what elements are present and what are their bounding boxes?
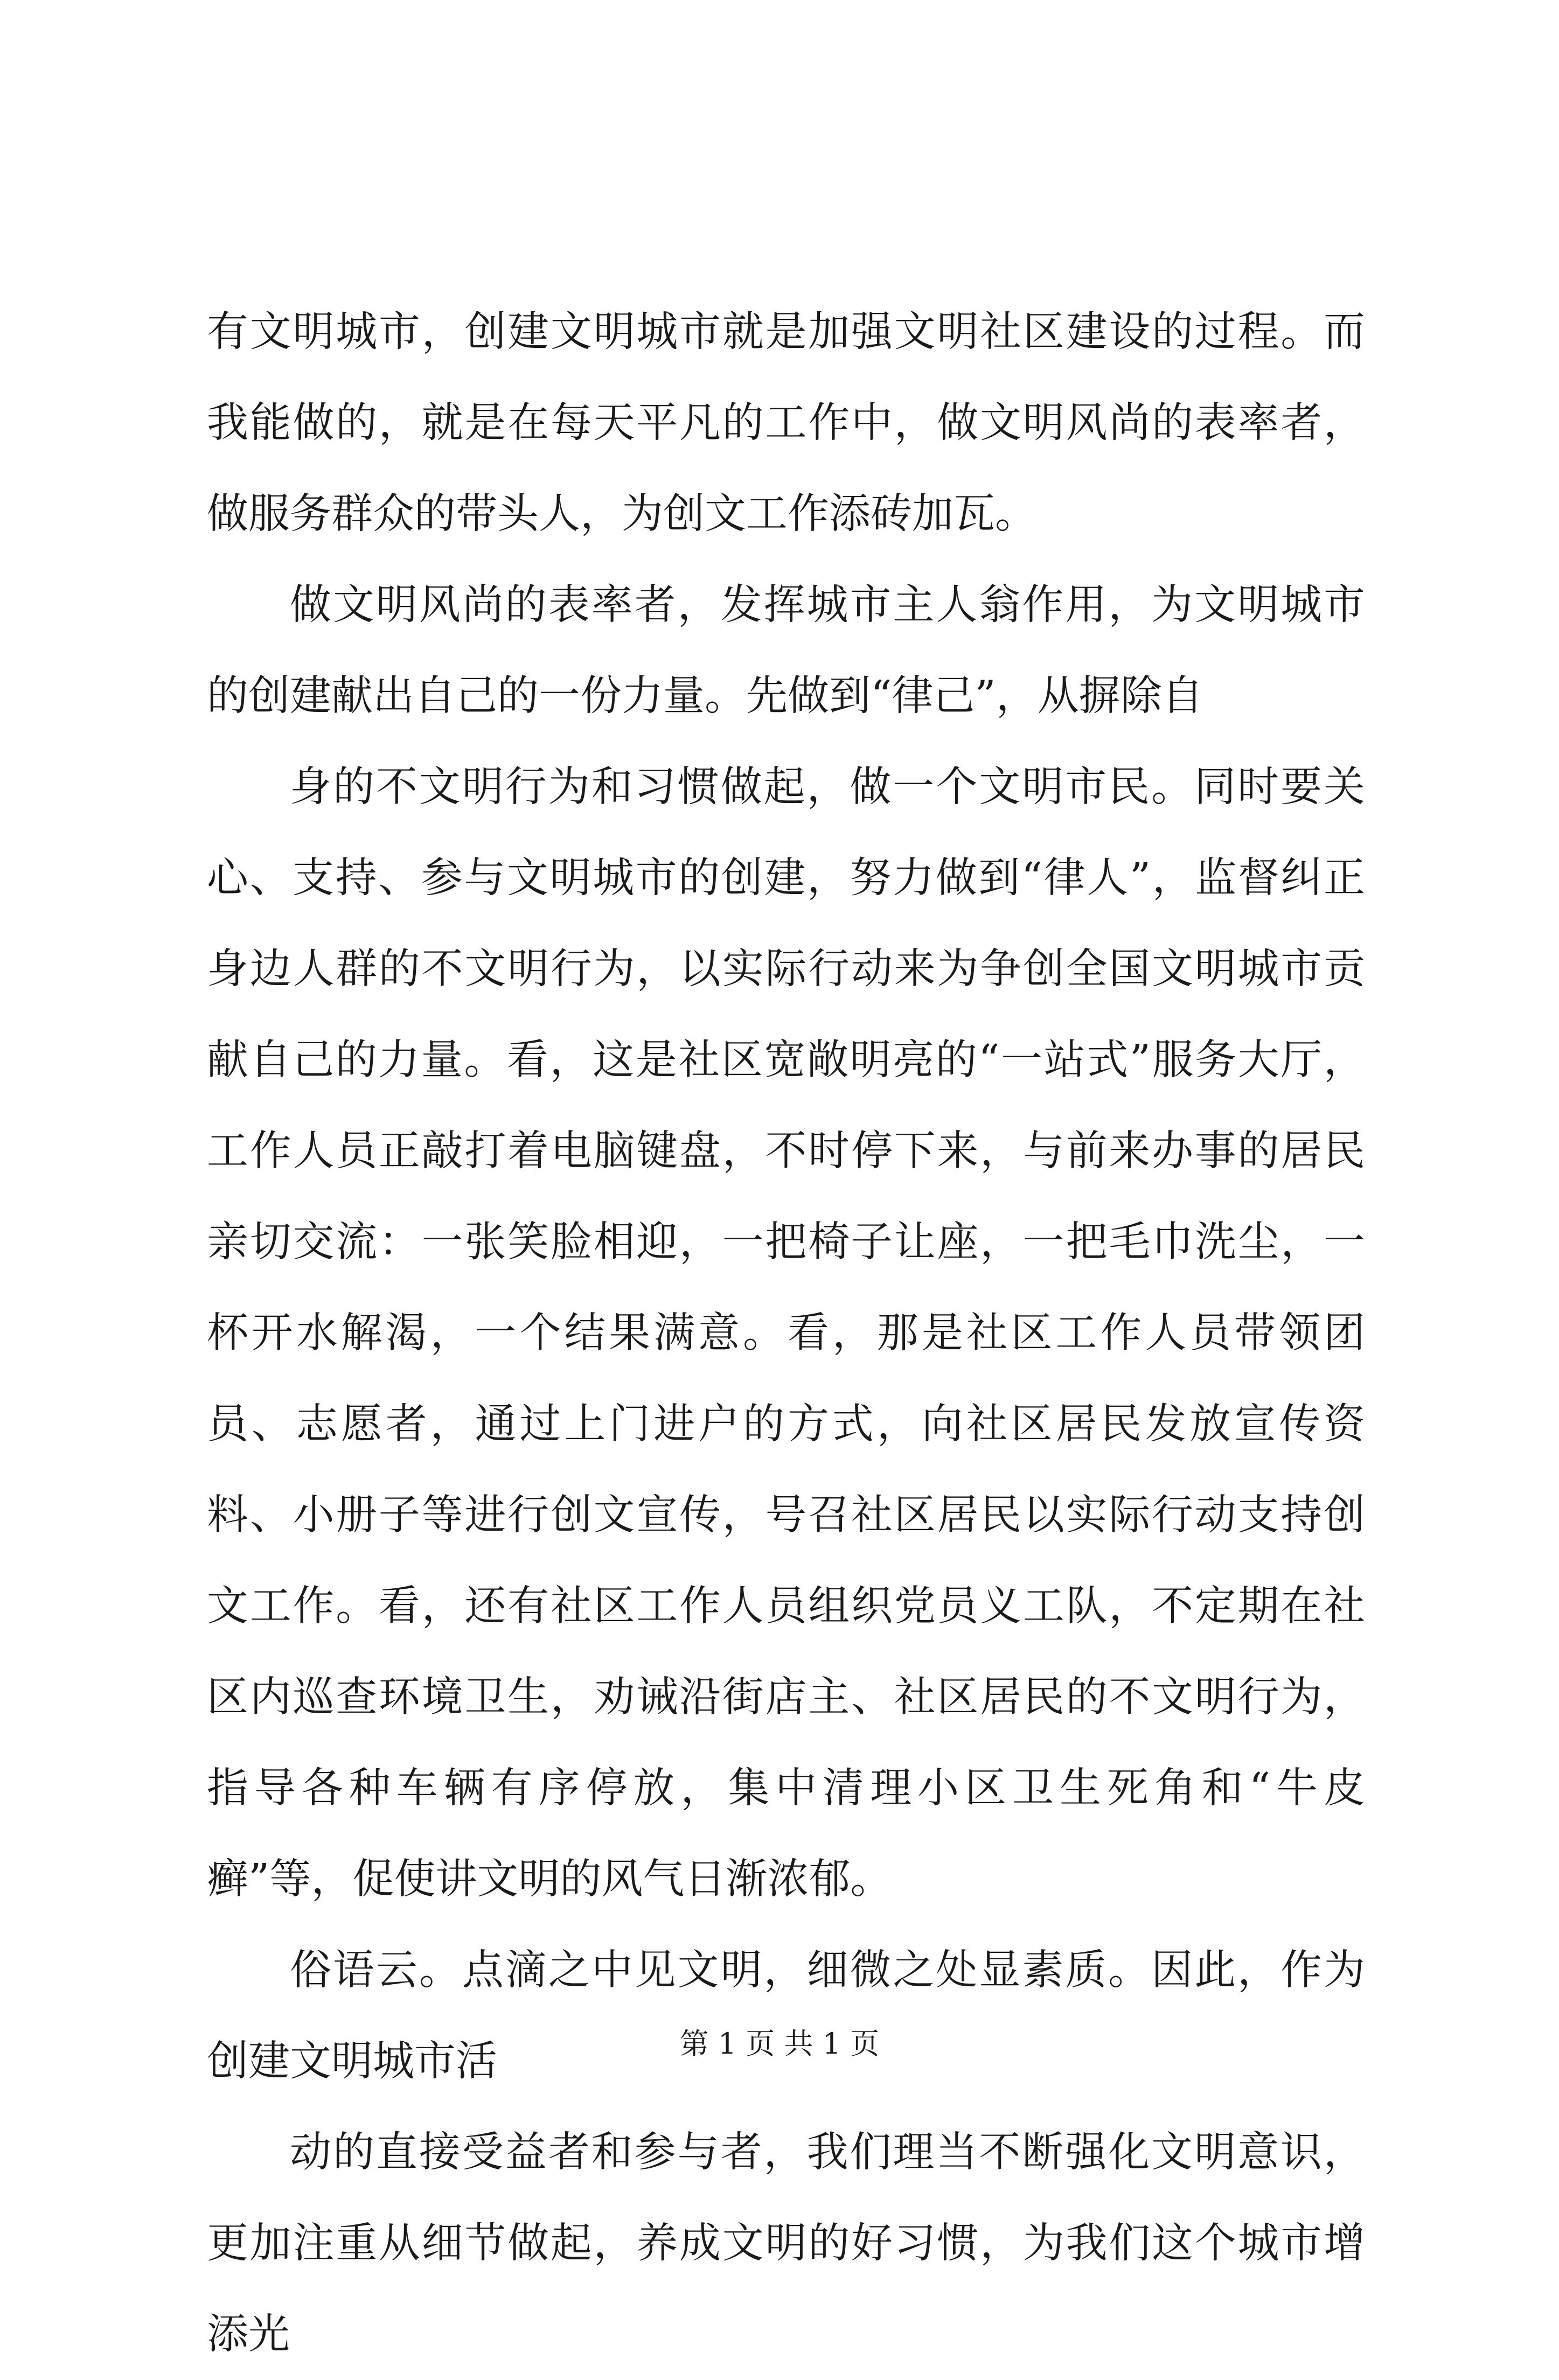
paragraph-5: 动的直接受益者和参与者，我们理当不断强化文明意识，更加注重从细节做起，养成文明的好习惯，为我们这个城市增添光 <box>207 2128 1365 2358</box>
paragraph-1: 有文明城市，创建文明城市就是加强文明社区建设的过程。而我能做的，就是在每天平凡的工作中，做文明风尚的表率者，做服务群众的带头人，为创文工作添砖加瓦。 <box>207 308 1365 538</box>
paragraph-4: 俗语云。点滴之中见文明，细微之处显素质。因此，作为创建文明城市活 <box>207 1946 1365 2085</box>
paragraph-3: 身的不文明行为和习惯做起，做一个文明市民。同时要关心、支持、参与文明城市的创建，努力做到“律人”，监督纠正身边人群的不文明行为，以实际行动来为争创全国文明城市贡献自己的力量。看，这是社区宽敞明亮的“一站式”服务大厅，工作人员正敲打着电脑键盘，不时停下来，与前来办事的居民亲切交流：一张笑脸相迎，一把椅子让座，一把毛巾洗尘，一杯开水解渴，一个结果满意。看，那是社区工作人员带领团员、志愿者，通过上门进户的方式，向社区居民发放宣传资料、小册子等进行创文宣传，号召社区居民以实际行动支持创文工作。看，还有社区工作人员组织党员义工队，不定期在社区内巡查环境卫生，劝诫沿街店主、社区居民的不文明行为，指导各种车辆有序停放，集中清理小区卫生死角和“牛皮癣”等，促使讲文明的风气日渐浓郁。 <box>207 763 1365 1903</box>
paragraph-2: 做文明风尚的表率者，发挥城市主人翁作用，为文明城市的创建献出自己的一份力量。先做到“律己”，从摒除自 <box>207 581 1365 720</box>
page-footer: 第 1 页 共 1 页 <box>679 2027 880 2061</box>
body-text <box>207 287 1365 2380</box>
